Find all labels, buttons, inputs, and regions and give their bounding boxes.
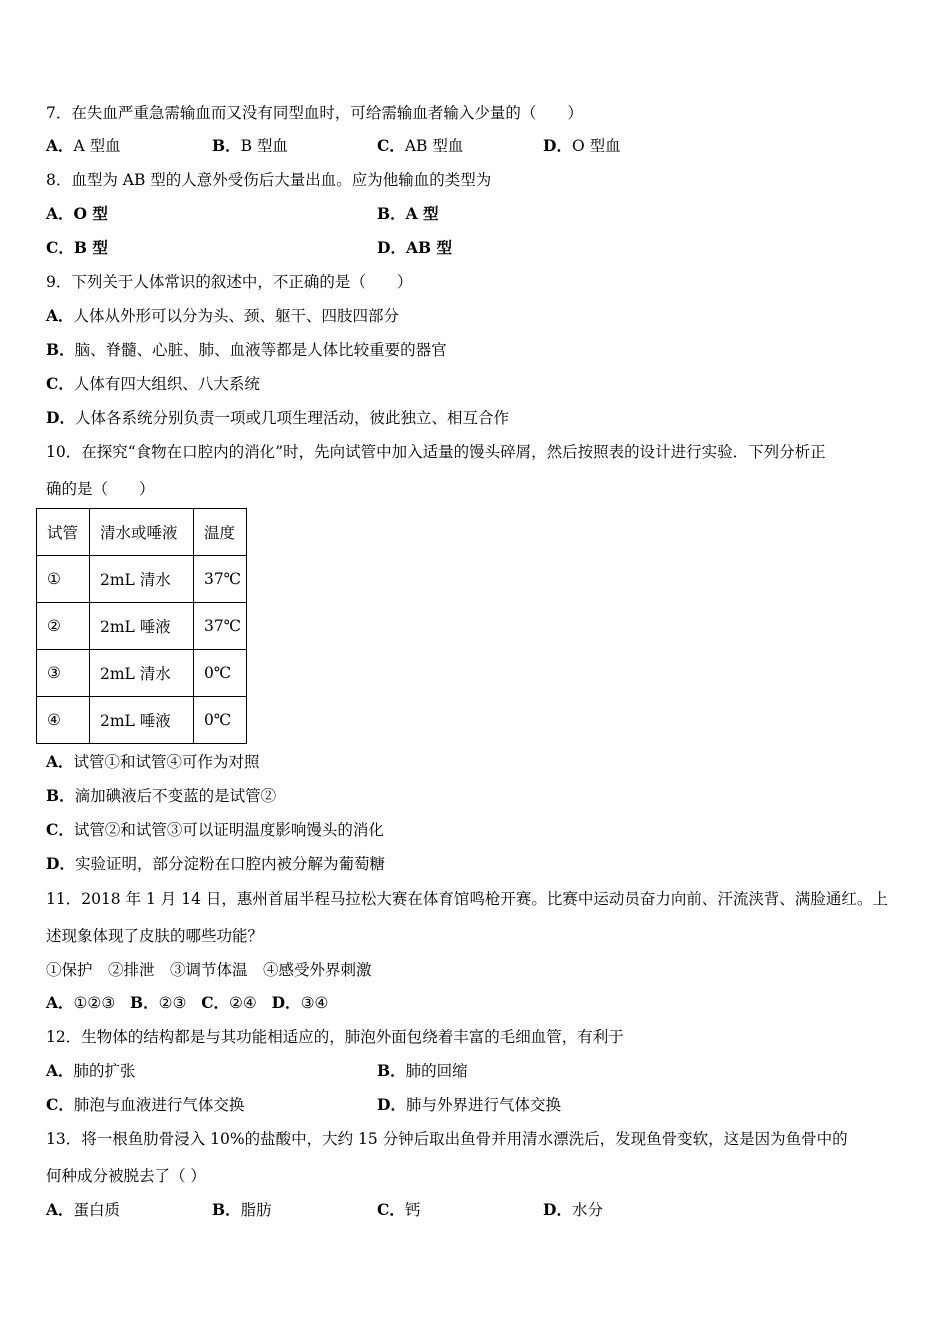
question-11-options <box>46 993 328 1013</box>
question-10-option-a <box>46 752 260 772</box>
option-text: AB 型血 <box>404 137 464 155</box>
table-cell: 2mL 唾液 <box>90 697 194 744</box>
option-label: A． <box>46 993 74 1012</box>
question-13-stem-line-2: 何种成分被脱去了（ ） <box>46 1167 206 1185</box>
question-9-option-d <box>46 408 509 428</box>
option-text: 人体从外形可以分为头、颈、躯干、四肢四部分 <box>73 307 400 325</box>
option-label: A． <box>46 1200 74 1219</box>
option-label: C． <box>377 136 405 155</box>
option-text: B 型血 <box>240 137 288 155</box>
option-label: B． <box>377 204 406 223</box>
table-row <box>37 556 247 603</box>
option-text: 肺泡与血液进行气体交换 <box>73 1096 245 1114</box>
option-text: 蛋白质 <box>73 1201 121 1219</box>
option-label: D． <box>377 238 406 257</box>
option-label: A． <box>46 306 74 325</box>
option-label: D． <box>46 408 75 427</box>
table-cell: 37℃ <box>194 556 247 603</box>
question-8-stem: 8．血型为 AB 型的人意外受伤后大量出血。应为他输血的类型为 <box>46 171 492 189</box>
table-header-cell: 温度 <box>194 509 247 556</box>
option-text: 肺与外界进行气体交换 <box>405 1096 561 1114</box>
question-10-option-d <box>46 854 385 874</box>
option-label: C． <box>201 993 230 1012</box>
table-row <box>37 650 247 697</box>
question-12-option-a <box>46 1061 136 1081</box>
table-cell: 0℃ <box>194 650 247 697</box>
option-label: A． <box>46 204 74 223</box>
option-text: 人体有四大组织、八大系统 <box>73 375 260 393</box>
question-13-option-a <box>46 1200 120 1220</box>
option-text: ②④ <box>229 994 257 1012</box>
question-8-option-b <box>377 204 439 224</box>
experiment-table <box>36 508 247 744</box>
option-text: 脂肪 <box>240 1201 272 1219</box>
table-cell: ② <box>37 603 90 650</box>
question-9-stem: 9．下列关于人体常识的叙述中，不正确的是（ ） <box>46 273 413 291</box>
option-text: 肺的回缩 <box>405 1062 468 1080</box>
option-label: D． <box>46 854 75 873</box>
question-7-option-c <box>377 136 463 156</box>
option-text: 试管②和试管③可以证明温度影响馒头的消化 <box>73 821 384 839</box>
question-13-stem-line-1: 13．将一根鱼肋骨浸入 10%的盐酸中，大约 15 分钟后取出鱼骨并用清水漂洗后，发现鱼骨变软，这是因为鱼骨中的 <box>46 1130 848 1148</box>
table-cell: 37℃ <box>194 603 247 650</box>
question-8-option-a <box>46 204 108 224</box>
option-text: ②③ <box>158 994 187 1012</box>
option-label: B． <box>212 1200 241 1219</box>
option-text: 实验证明，部分淀粉在口腔内被分解为葡萄糖 <box>74 855 385 873</box>
table-header-row <box>37 509 247 556</box>
option-text: A 型血 <box>73 137 121 155</box>
table-row <box>37 697 247 744</box>
option-label: C． <box>377 1200 405 1219</box>
option-label: B． <box>212 136 241 155</box>
question-10-option-c <box>46 820 384 840</box>
question-13-option-b <box>212 1200 272 1220</box>
table-row <box>37 603 247 650</box>
option-text: ①②③ <box>73 994 116 1012</box>
question-9-option-c <box>46 374 260 394</box>
question-9-option-a <box>46 306 399 326</box>
question-8-option-d <box>377 238 452 258</box>
option-label: C． <box>46 238 74 257</box>
question-10-stem-line-1: 10．在探究“食物在口腔内的消化”时，先向试管中加入适量的馒头碎屑，然后按照表的设计进行实验．下列分析正 <box>46 443 826 461</box>
option-label: B． <box>130 993 159 1012</box>
option-label: A． <box>46 136 74 155</box>
question-10-option-b <box>46 786 276 806</box>
option-text: 试管①和试管④可作为对照 <box>73 753 260 771</box>
option-label: D． <box>377 1095 406 1114</box>
option-text: 水分 <box>571 1201 603 1219</box>
question-7-stem: 7．在失血严重急需输血而又没有同型血时，可给需输血者输入少量的（ ） <box>46 104 583 122</box>
question-9-option-b <box>46 340 447 360</box>
question-11-items: ①保护 ②排泄 ③调节体温 ④感受外界刺激 <box>46 961 372 979</box>
option-text: A 型 <box>405 204 439 223</box>
table-cell: ③ <box>37 650 90 697</box>
question-8-option-c <box>46 238 108 258</box>
table-header-cell: 试管 <box>37 509 90 556</box>
option-label: D． <box>271 993 301 1012</box>
question-12-option-b <box>377 1061 468 1081</box>
question-10-stem-line-2: 确的是（ ） <box>46 480 155 498</box>
question-11-stem-line-1: 11．2018 年 1 月 14 日，惠州首届半程马拉松大赛在体育馆鸣枪开赛。比赛中运动员奋力向前、汗流浃背、满脸通红。上 <box>46 890 888 908</box>
option-text: B 型 <box>73 238 108 257</box>
option-label: D． <box>543 136 572 155</box>
option-label: B． <box>377 1061 406 1080</box>
table-cell: ④ <box>37 697 90 744</box>
option-text: 人体各系统分别负责一项或几项生理活动，彼此独立、相互合作 <box>74 409 509 427</box>
question-13-option-d <box>543 1200 603 1220</box>
table-cell: 2mL 清水 <box>90 556 194 603</box>
option-text: 滴加碘液后不变蓝的是试管② <box>74 787 277 805</box>
option-text: 钙 <box>404 1201 421 1219</box>
option-label: C． <box>46 820 74 839</box>
option-label: A． <box>46 1061 74 1080</box>
question-7-option-b <box>212 136 288 156</box>
option-label: A． <box>46 752 74 771</box>
option-text: 脑、脊髓、心脏、肺、血液等都是人体比较重要的器官 <box>74 341 447 359</box>
question-7-option-d <box>543 136 621 156</box>
table-cell: ① <box>37 556 90 603</box>
option-label: B． <box>46 786 75 805</box>
option-text: ③④ <box>300 994 329 1012</box>
option-text: O 型血 <box>571 137 621 155</box>
question-7-option-a <box>46 136 121 156</box>
option-label: B． <box>46 340 75 359</box>
table-header-cell: 清水或唾液 <box>90 509 194 556</box>
question-12-stem: 12．生物体的结构都是与其功能相适应的，肺泡外面包绕着丰富的毛细血管，有利于 <box>46 1028 624 1046</box>
table-cell: 2mL 清水 <box>90 650 194 697</box>
option-label: C． <box>46 374 74 393</box>
option-text: 肺的扩张 <box>73 1062 136 1080</box>
option-text: AB 型 <box>405 238 452 257</box>
table-cell: 2mL 唾液 <box>90 603 194 650</box>
question-12-option-c <box>46 1095 244 1115</box>
option-label: D． <box>543 1200 572 1219</box>
question-11-stem-line-2: 述现象体现了皮肤的哪些功能？ <box>46 927 264 945</box>
question-13-option-c <box>377 1200 420 1220</box>
table-cell: 0℃ <box>194 697 247 744</box>
option-label: C． <box>46 1095 74 1114</box>
question-12-option-d <box>377 1095 561 1115</box>
option-text: O 型 <box>73 204 108 223</box>
